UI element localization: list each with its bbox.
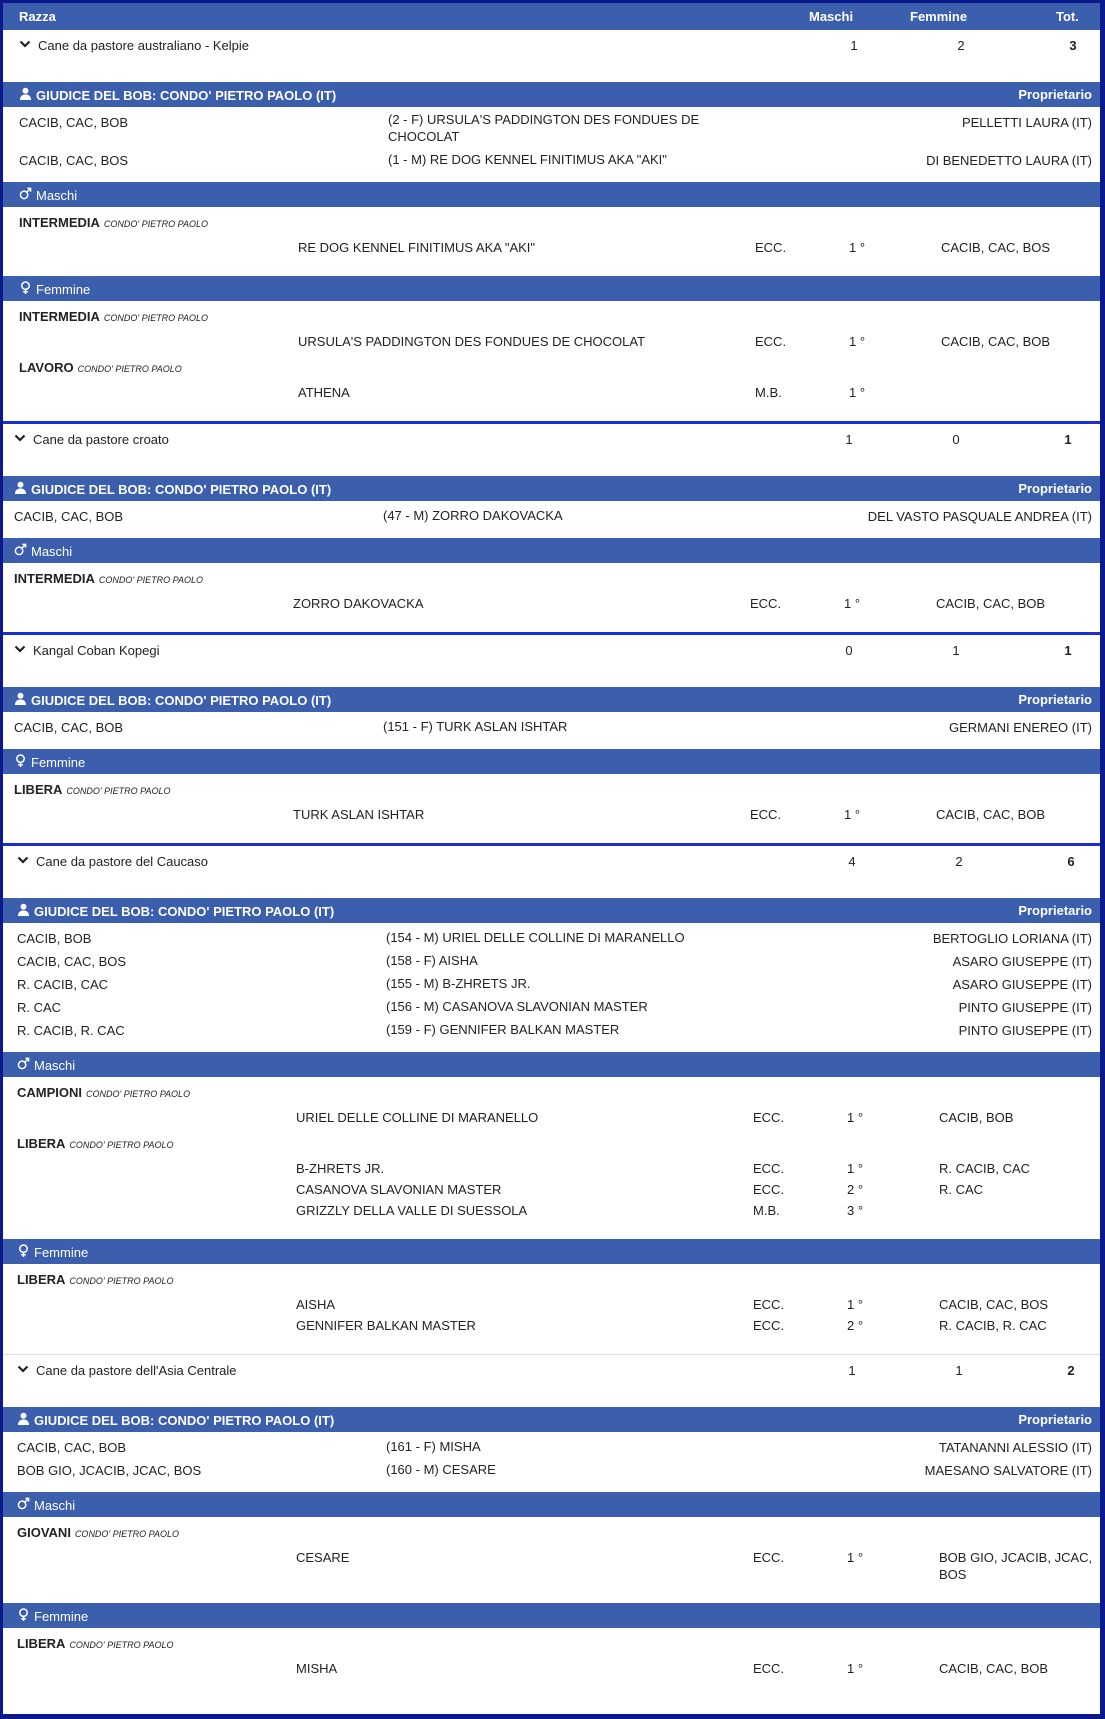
group-name: Femmine xyxy=(34,1609,89,1624)
dog-row xyxy=(3,1107,1100,1128)
dog-qualification: ECC. xyxy=(753,1297,785,1312)
female-icon xyxy=(14,754,27,771)
male-icon xyxy=(17,1057,30,1073)
group-classes xyxy=(3,207,1100,276)
dog-qualification: ECC. xyxy=(755,240,787,255)
award-title: CACIB, CAC, BOS xyxy=(17,954,127,969)
males-count: 1 xyxy=(850,38,858,53)
award-row xyxy=(3,111,1100,149)
award-row xyxy=(3,950,1100,973)
group-name: Femmine xyxy=(34,1245,89,1260)
dog-name[interactable]: CESARE xyxy=(296,1550,350,1565)
class-name: LIBERA xyxy=(17,1136,66,1151)
award-dog[interactable]: (156 - M) CASANOVA SLAVONIAN MASTER xyxy=(386,999,648,1014)
group-label xyxy=(17,1608,88,1625)
award-title: CACIB, CAC, BOB xyxy=(17,1440,127,1455)
award-row xyxy=(3,1436,1100,1459)
award-title: CACIB, CAC, BOB xyxy=(14,720,124,735)
dog-placing: 1 ° xyxy=(847,1550,864,1565)
dog-placing: 1 ° xyxy=(844,596,861,611)
class-spacer xyxy=(3,1679,1100,1687)
judge-band xyxy=(3,476,1100,501)
class-name: INTERMEDIA xyxy=(14,571,95,586)
females-count: 2 xyxy=(955,854,963,869)
dog-name[interactable]: GENNIFER BALKAN MASTER xyxy=(296,1318,476,1333)
class-spacer xyxy=(3,1128,1100,1136)
class-name: GIOVANI xyxy=(17,1525,71,1540)
award-owner: PINTO GIUSEPPE (IT) xyxy=(958,1000,1092,1015)
dog-placing: 2 ° xyxy=(847,1318,864,1333)
dog-name[interactable]: ATHENA xyxy=(298,385,350,400)
judge-label xyxy=(19,87,336,103)
class-spacer xyxy=(3,1585,1100,1593)
group-classes xyxy=(3,1517,1100,1603)
dog-name[interactable]: AISHA xyxy=(296,1297,336,1312)
females-band xyxy=(3,749,1100,774)
group-label xyxy=(19,281,90,298)
class-row xyxy=(3,1272,1100,1292)
total-count: 6 xyxy=(1067,854,1075,869)
judge-name: GIUDICE DEL BOB: CONDO' PIETRO PAOLO (IT) xyxy=(34,1412,335,1428)
user-icon xyxy=(19,87,32,103)
group-name: Maschi xyxy=(31,543,73,559)
judge-name: GIUDICE DEL BOB: CONDO' PIETRO PAOLO (IT) xyxy=(31,481,332,497)
award-row xyxy=(3,716,1100,739)
class-row xyxy=(3,1136,1100,1156)
award-owner: PELLETTI LAURA (IT) xyxy=(961,115,1092,130)
dog-row xyxy=(3,237,1100,258)
class-spacer xyxy=(3,1221,1100,1229)
dog-placing: 3 ° xyxy=(847,1203,864,1218)
class-row xyxy=(3,360,1100,380)
owner-header: Proprietario xyxy=(1018,903,1092,918)
dog-award: CACIB, CAC, BOB xyxy=(939,1661,1049,1676)
dog-award-cont: BOS xyxy=(939,1567,967,1582)
award-dog[interactable]: (2 - F) URSULA'S PADDINGTON DES FONDUES DE CHOCOLAT xyxy=(388,112,700,144)
females-band xyxy=(3,1239,1100,1264)
dog-award: CACIB, CAC, BOS xyxy=(939,1297,1049,1312)
judge-band xyxy=(3,82,1100,107)
owner-header: Proprietario xyxy=(1018,1412,1092,1427)
breed-section xyxy=(3,846,1100,1354)
dog-qualification: ECC. xyxy=(750,596,782,611)
dog-placing: 1 ° xyxy=(849,334,866,349)
awards-list xyxy=(3,712,1100,749)
dog-name[interactable]: MISHA xyxy=(296,1661,338,1676)
males-band xyxy=(3,1492,1100,1517)
dog-name[interactable]: URSULA'S PADDINGTON DES FONDUES DE CHOCOLAT xyxy=(298,334,646,349)
dog-name[interactable]: TURK ASLAN ISHTAR xyxy=(293,807,425,822)
judge-label xyxy=(17,903,334,919)
judge-band xyxy=(3,687,1100,712)
dog-name[interactable]: GRIZZLY DELLA VALLE DI SUESSOLA xyxy=(296,1203,528,1218)
males-band xyxy=(3,1052,1100,1077)
class-row xyxy=(3,309,1100,329)
breed-row[interactable] xyxy=(3,846,1100,898)
total-count: 2 xyxy=(1067,1363,1075,1378)
breed-row[interactable] xyxy=(3,424,1100,476)
breed-name: Cane da pastore del Caucaso xyxy=(36,854,209,869)
breed-row[interactable] xyxy=(3,635,1100,687)
awards-list xyxy=(3,107,1100,182)
award-owner: TATANANNI ALESSIO (IT) xyxy=(938,1440,1092,1455)
dog-name[interactable]: URIEL DELLE COLLINE DI MARANELLO xyxy=(296,1110,539,1125)
dog-award: CACIB, CAC, BOB xyxy=(936,596,1046,611)
award-owner: GERMANI ENEREO (IT) xyxy=(948,720,1092,735)
judge-band xyxy=(3,898,1100,923)
dog-placing: 1 ° xyxy=(849,240,866,255)
total-count: 3 xyxy=(1069,38,1077,53)
dog-qualification: M.B. xyxy=(755,385,782,400)
female-icon xyxy=(17,1244,30,1261)
dog-qualification: ECC. xyxy=(753,1318,785,1333)
females-count: 2 xyxy=(957,38,965,53)
group-name: Maschi xyxy=(36,187,78,203)
results-frame xyxy=(3,3,1100,1714)
dog-award: R. CACIB, CAC xyxy=(939,1161,1031,1176)
dog-award: CACIB, CAC, BOS xyxy=(941,240,1051,255)
user-icon xyxy=(14,481,27,497)
class-name: LAVORO xyxy=(19,360,74,375)
dog-qualification: ECC. xyxy=(750,807,782,822)
dog-row xyxy=(3,382,1100,403)
award-title: CACIB, BOB xyxy=(17,931,92,946)
dog-row xyxy=(3,1658,1100,1679)
total-count: 1 xyxy=(1064,643,1072,658)
group-name: Femmine xyxy=(31,755,86,770)
group-label xyxy=(17,1057,75,1073)
class-name: LIBERA xyxy=(17,1636,66,1651)
award-dog[interactable]: (1 - M) RE DOG KENNEL FINITIMUS AKA "AKI" xyxy=(388,152,667,167)
dog-row xyxy=(3,331,1100,352)
class-spacer xyxy=(3,825,1100,833)
class-row xyxy=(3,571,1100,591)
group-label xyxy=(17,1244,88,1261)
breed-section xyxy=(3,424,1100,632)
breed-name: Cane da pastore dell'Asia Centrale xyxy=(36,1363,237,1378)
females-count: 1 xyxy=(955,1363,963,1378)
award-dog[interactable]: (155 - M) B-ZHRETS JR. xyxy=(386,976,531,991)
breed-section xyxy=(3,635,1100,843)
dog-award: BOB GIO, JCACIB, JCAC, xyxy=(939,1550,1093,1565)
dog-name[interactable]: RE DOG KENNEL FINITIMUS AKA "AKI" xyxy=(298,240,536,255)
award-title: CACIB, CAC, BOB xyxy=(14,509,124,524)
group-name: Femmine xyxy=(36,282,91,297)
awards-list xyxy=(3,923,1100,1052)
dog-name[interactable]: CASANOVA SLAVONIAN MASTER xyxy=(296,1182,502,1197)
breed-name: Cane da pastore australiano - Kelpie xyxy=(38,38,250,53)
dog-qualification: ECC. xyxy=(753,1161,785,1176)
class-judge: CONDO' PIETRO PAOLO xyxy=(86,1089,191,1099)
chevron-down-icon[interactable] xyxy=(17,854,31,868)
award-dog[interactable]: (159 - F) GENNIFER BALKAN MASTER xyxy=(386,1022,620,1037)
females-count: 0 xyxy=(952,432,960,447)
group-classes xyxy=(3,301,1100,421)
class-judge: CONDO' PIETRO PAOLO xyxy=(66,786,171,796)
judge-name: GIUDICE DEL BOB: CONDO' PIETRO PAOLO (IT) xyxy=(34,903,335,919)
award-row xyxy=(3,505,1100,528)
group-label xyxy=(17,1497,75,1513)
dog-placing: 1 ° xyxy=(847,1161,864,1176)
class-spacer xyxy=(3,614,1100,622)
class-name: LIBERA xyxy=(17,1272,66,1287)
breed-row[interactable] xyxy=(3,30,1100,82)
dog-award: CACIB, BOB xyxy=(939,1110,1014,1125)
dog-row xyxy=(3,1200,1100,1221)
dog-row xyxy=(3,593,1100,614)
male-icon xyxy=(19,187,32,203)
chevron-down-icon[interactable] xyxy=(17,1363,31,1377)
male-icon xyxy=(17,1497,30,1513)
award-owner: DEL VASTO PASQUALE ANDREA (IT) xyxy=(867,509,1092,524)
class-spacer xyxy=(3,1336,1100,1344)
award-row xyxy=(3,1459,1100,1482)
col-females: Femmine xyxy=(910,9,968,24)
males-band xyxy=(3,182,1100,207)
dog-placing: 1 ° xyxy=(847,1110,864,1125)
dog-award: CACIB, CAC, BOB xyxy=(941,334,1051,349)
group-classes xyxy=(3,1628,1100,1697)
col-total: Tot. xyxy=(1056,9,1079,24)
award-owner: BERTOGLIO LORIANA (IT) xyxy=(932,931,1092,946)
breed-name: Cane da pastore croato xyxy=(33,432,169,447)
female-icon xyxy=(17,1608,30,1625)
judge-band xyxy=(3,1407,1100,1432)
award-owner: DI BENEDETTO LAURA (IT) xyxy=(926,153,1092,168)
award-dog[interactable]: (160 - M) CESARE xyxy=(386,1462,496,1477)
awards-list xyxy=(3,501,1100,538)
group-classes xyxy=(3,774,1100,843)
class-name: INTERMEDIA xyxy=(19,309,100,324)
group-label xyxy=(14,754,85,771)
dog-row xyxy=(3,804,1100,825)
class-name: CAMPIONI xyxy=(17,1085,82,1100)
owner-header: Proprietario xyxy=(1018,87,1092,102)
total-count: 1 xyxy=(1064,432,1072,447)
award-owner: ASARO GIUSEPPE (IT) xyxy=(952,954,1092,969)
award-owner: MAESANO SALVATORE (IT) xyxy=(924,1463,1092,1478)
class-spacer xyxy=(3,352,1100,360)
award-owner: PINTO GIUSEPPE (IT) xyxy=(958,1023,1092,1038)
dog-award: R. CAC xyxy=(939,1182,984,1197)
group-classes xyxy=(3,1264,1100,1354)
award-title: CACIB, CAC, BOB xyxy=(19,115,129,130)
award-row xyxy=(3,1019,1100,1042)
group-label xyxy=(14,543,72,559)
table-header xyxy=(3,3,1100,30)
males-count: 1 xyxy=(848,1363,856,1378)
male-icon xyxy=(14,543,27,559)
class-judge: CONDO' PIETRO PAOLO xyxy=(69,1140,174,1150)
group-name: Maschi xyxy=(34,1497,76,1513)
females-band xyxy=(3,1603,1100,1628)
dog-qualification: ECC. xyxy=(753,1110,785,1125)
col-breed: Razza xyxy=(19,9,56,24)
class-row xyxy=(3,1525,1100,1545)
dog-name[interactable]: ZORRO DAKOVACKA xyxy=(293,596,424,611)
class-spacer xyxy=(3,403,1100,411)
award-dog[interactable]: (47 - M) ZORRO DAKOVACKA xyxy=(383,508,563,523)
dog-row xyxy=(3,1547,1100,1585)
dog-qualification: ECC. xyxy=(753,1550,785,1565)
award-owner: ASARO GIUSEPPE (IT) xyxy=(952,977,1092,992)
class-row xyxy=(3,1636,1100,1656)
award-dog[interactable]: (158 - F) AISHA xyxy=(386,953,478,968)
breed-row[interactable] xyxy=(3,1355,1100,1407)
males-count: 0 xyxy=(845,643,853,658)
female-icon xyxy=(19,281,32,298)
group-classes xyxy=(3,563,1100,632)
class-judge: CONDO' PIETRO PAOLO xyxy=(74,1529,180,1539)
dog-row xyxy=(3,1179,1100,1200)
chevron-down-icon[interactable] xyxy=(14,643,28,657)
dog-placing: 2 ° xyxy=(847,1182,864,1197)
award-dog[interactable]: (161 - F) MISHA xyxy=(386,1439,481,1454)
class-judge: CONDO' PIETRO PAOLO xyxy=(69,1276,174,1286)
class-row xyxy=(3,1085,1100,1105)
award-title: BOB GIO, JCACIB, JCAC, BOS xyxy=(17,1463,202,1478)
males-band xyxy=(3,538,1100,563)
dog-award: CACIB, CAC, BOB xyxy=(936,807,1046,822)
class-judge: CONDO' PIETRO PAOLO xyxy=(77,364,182,374)
females-count: 1 xyxy=(952,643,960,658)
group-label xyxy=(19,187,77,203)
group-name: Maschi xyxy=(34,1057,76,1073)
males-count: 4 xyxy=(848,854,856,869)
owner-header: Proprietario xyxy=(1018,692,1092,707)
dog-placing: 1 ° xyxy=(847,1297,864,1312)
award-title: R. CACIB, CAC xyxy=(17,977,109,992)
judge-label xyxy=(17,1412,334,1428)
class-spacer xyxy=(3,258,1100,266)
class-row xyxy=(3,782,1100,802)
user-icon xyxy=(14,692,27,708)
dog-placing: 1 ° xyxy=(847,1661,864,1676)
owner-header: Proprietario xyxy=(1018,481,1092,496)
dog-qualification: ECC. xyxy=(753,1182,785,1197)
award-title: R. CAC xyxy=(17,1000,62,1015)
col-males: Maschi xyxy=(809,9,854,24)
males-count: 1 xyxy=(845,432,853,447)
award-row xyxy=(3,996,1100,1019)
class-row xyxy=(3,215,1100,235)
dog-placing: 1 ° xyxy=(849,385,866,400)
class-judge: CONDO' PIETRO PAOLO xyxy=(69,1640,174,1650)
award-dog[interactable]: (151 - F) TURK ASLAN ISHTAR xyxy=(383,719,568,734)
awards-list xyxy=(3,1432,1100,1492)
dog-row xyxy=(3,1158,1100,1179)
breed-section xyxy=(3,1355,1100,1697)
dog-row xyxy=(3,1294,1100,1315)
judge-label xyxy=(14,692,331,708)
judge-label xyxy=(14,481,331,497)
award-row xyxy=(3,927,1100,950)
class-judge: CONDO' PIETRO PAOLO xyxy=(98,575,203,585)
chevron-down-icon[interactable] xyxy=(19,38,33,52)
breeds-list xyxy=(3,30,1100,1697)
group-classes xyxy=(3,1077,1100,1239)
dog-name[interactable]: B-ZHRETS JR. xyxy=(296,1161,385,1176)
award-title: CACIB, CAC, BOS xyxy=(19,153,129,168)
class-judge: CONDO' PIETRO PAOLO xyxy=(103,219,208,229)
class-judge: CONDO' PIETRO PAOLO xyxy=(103,313,208,323)
award-row xyxy=(3,973,1100,996)
females-band xyxy=(3,276,1100,301)
dog-placing: 1 ° xyxy=(844,807,861,822)
award-row xyxy=(3,149,1100,172)
chevron-down-icon[interactable] xyxy=(14,432,28,446)
dog-award: R. CACIB, R. CAC xyxy=(939,1318,1047,1333)
user-icon xyxy=(17,1412,30,1428)
award-dog[interactable]: (154 - M) URIEL DELLE COLLINE DI MARANELLO xyxy=(386,930,685,945)
dog-qualification: ECC. xyxy=(755,334,787,349)
award-title: R. CACIB, R. CAC xyxy=(17,1023,125,1038)
judge-name: GIUDICE DEL BOB: CONDO' PIETRO PAOLO (IT) xyxy=(36,87,337,103)
class-name: LIBERA xyxy=(14,782,63,797)
breed-section xyxy=(3,30,1100,421)
breed-name: Kangal Coban Kopegi xyxy=(33,643,160,658)
class-name: INTERMEDIA xyxy=(19,215,100,230)
user-icon xyxy=(17,903,30,919)
dog-row xyxy=(3,1315,1100,1336)
judge-name: GIUDICE DEL BOB: CONDO' PIETRO PAOLO (IT) xyxy=(31,692,332,708)
dog-qualification: M.B. xyxy=(753,1203,780,1218)
dog-qualification: ECC. xyxy=(753,1661,785,1676)
